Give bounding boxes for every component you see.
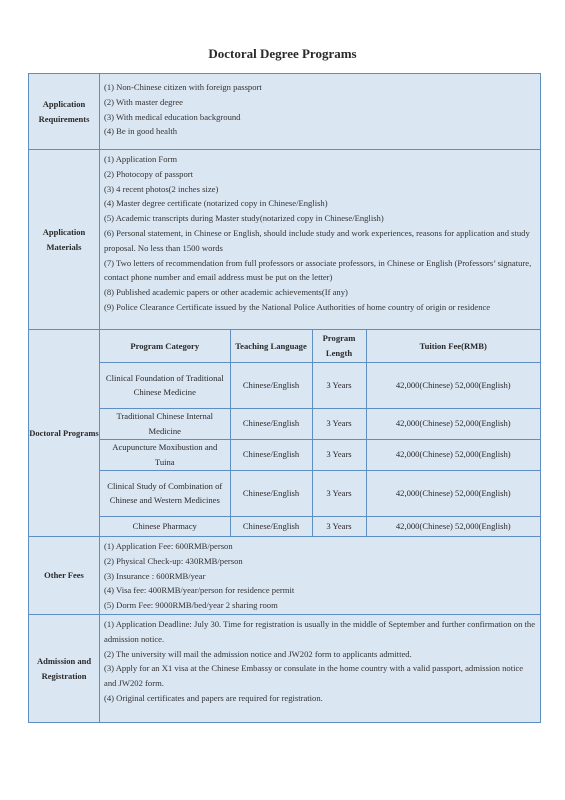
list-item: (5) Academic transcripts during Master study(notarized copy in Chinese/English) (104, 213, 384, 224)
list-item: (4) Original certificates and papers are required for registration. (104, 692, 323, 703)
teaching-language: Chinese/English (230, 470, 312, 516)
admission-content (100, 615, 541, 723)
list-item: (3) 4 recent photos(2 inches size) (104, 183, 219, 194)
tuition-fee: 42,000(Chinese) 52,000(English) (366, 439, 540, 470)
tuition-fee: 42,000(Chinese) 52,000(English) (366, 408, 540, 439)
list-item: (5) Dorm Fee: 9000RMB/bed/year 2 sharing room (104, 600, 278, 611)
tuition-fee: 42,000(Chinese) 52,000(English) (366, 470, 540, 516)
program-length: 3 Years (312, 439, 366, 470)
materials-content (100, 150, 541, 330)
admission-label: Admission and Registration (29, 615, 100, 723)
list-item: (2) The university will mail the admission notice and JW202 form to applicants admitted. (104, 648, 412, 659)
program-length: 3 Years (312, 408, 366, 439)
table-row (100, 470, 540, 516)
list-item: (8) Published academic papers or other academic achievements(If any) (104, 287, 348, 298)
list-item: (3) Insurance : 600RMB/year (104, 570, 206, 581)
program-length: 3 Years (312, 516, 366, 536)
list-item: (4) Be in good health (104, 126, 178, 137)
doctoral-programs-row (29, 330, 541, 537)
header-program-category: Program Category (100, 330, 230, 362)
program-category: Clinical Study of Combination of Chinese and Western Medicines (100, 470, 230, 516)
requirements-row (29, 74, 541, 150)
table-row (100, 362, 540, 408)
requirements-label: Application Requirements (29, 74, 100, 150)
program-length: 3 Years (312, 362, 366, 408)
header-program-length: Program Length (312, 330, 366, 362)
program-category: Chinese Pharmacy (100, 516, 230, 536)
table-header-row (100, 330, 540, 362)
page-title: Doctoral Degree Programs (208, 46, 357, 61)
table-row (100, 408, 540, 439)
list-item: (4) Master degree certificate (notarized copy in Chinese/English) (104, 198, 328, 209)
requirements-content (100, 74, 541, 150)
tuition-fee: 42,000(Chinese) 52,000(English) (366, 362, 540, 408)
list-item: (2) With master degree (104, 96, 183, 107)
header-tuition-fee: Tuition Fee(RMB) (366, 330, 540, 362)
table-row (100, 439, 540, 470)
materials-label: Application Materials (29, 150, 100, 330)
list-item: (1) Application Deadline: July 30. Time for registration is usually in the middle of September and further confirmation on the admission notice. (104, 619, 536, 644)
program-category: Acupuncture Moxibustion and Tuina (100, 439, 230, 470)
other-fees-label: Other Fees (29, 537, 100, 615)
program-category: Traditional Chinese Internal Medicine (100, 408, 230, 439)
teaching-language: Chinese/English (230, 408, 312, 439)
programs-table (28, 73, 541, 723)
program-length: 3 Years (312, 470, 366, 516)
list-item: (4) Visa fee: 400RMB/year/person for residence permit (104, 585, 295, 596)
header-teaching-language: Teaching Language (230, 330, 312, 362)
list-item: (1) Non-Chinese citizen with foreign passport (104, 82, 262, 92)
list-item: (7) Two letters of recommendation from full professors or associate professors, in Chinese or English (Professors’ signature, contact phone number and email address must be put on the letter) (104, 257, 532, 283)
list-item: (2) Physical Check-up: 430RMB/person (104, 555, 243, 566)
program-category: Clinical Foundation of Traditional Chinese Medicine (100, 362, 230, 408)
list-item: (1) Application Form (104, 154, 178, 164)
other-fees-content (100, 537, 541, 615)
list-item: (3) With medical education background (104, 111, 241, 122)
doctoral-programs-content (100, 330, 541, 537)
other-fees-row (29, 537, 541, 615)
materials-row (29, 150, 541, 330)
table-row (100, 516, 540, 536)
teaching-language: Chinese/English (230, 362, 312, 408)
teaching-language: Chinese/English (230, 439, 312, 470)
list-item: (3) Apply for an X1 visa at the Chinese Embassy or consulate in the home country with a valid passport, admission notice and JW202 form. (104, 663, 524, 689)
tuition-fee: 42,000(Chinese) 52,000(English) (366, 516, 540, 536)
admission-row (29, 615, 541, 723)
list-item: (9) Police Clearance Certificate issued by the National Police Authorities of home country of origin or residence (104, 301, 491, 312)
doctoral-programs-label: Doctoral Programs (29, 330, 100, 537)
list-item: (2) Photocopy of passport (104, 168, 194, 179)
programs-subtable (100, 330, 540, 536)
teaching-language: Chinese/English (230, 516, 312, 536)
list-item: (1) Application Fee: 600RMB/person (104, 541, 233, 551)
list-item: (6) Personal statement, in Chinese or English, should include study and work experiences, reasons for application and study proposal. No less than 1500 words (104, 227, 530, 253)
